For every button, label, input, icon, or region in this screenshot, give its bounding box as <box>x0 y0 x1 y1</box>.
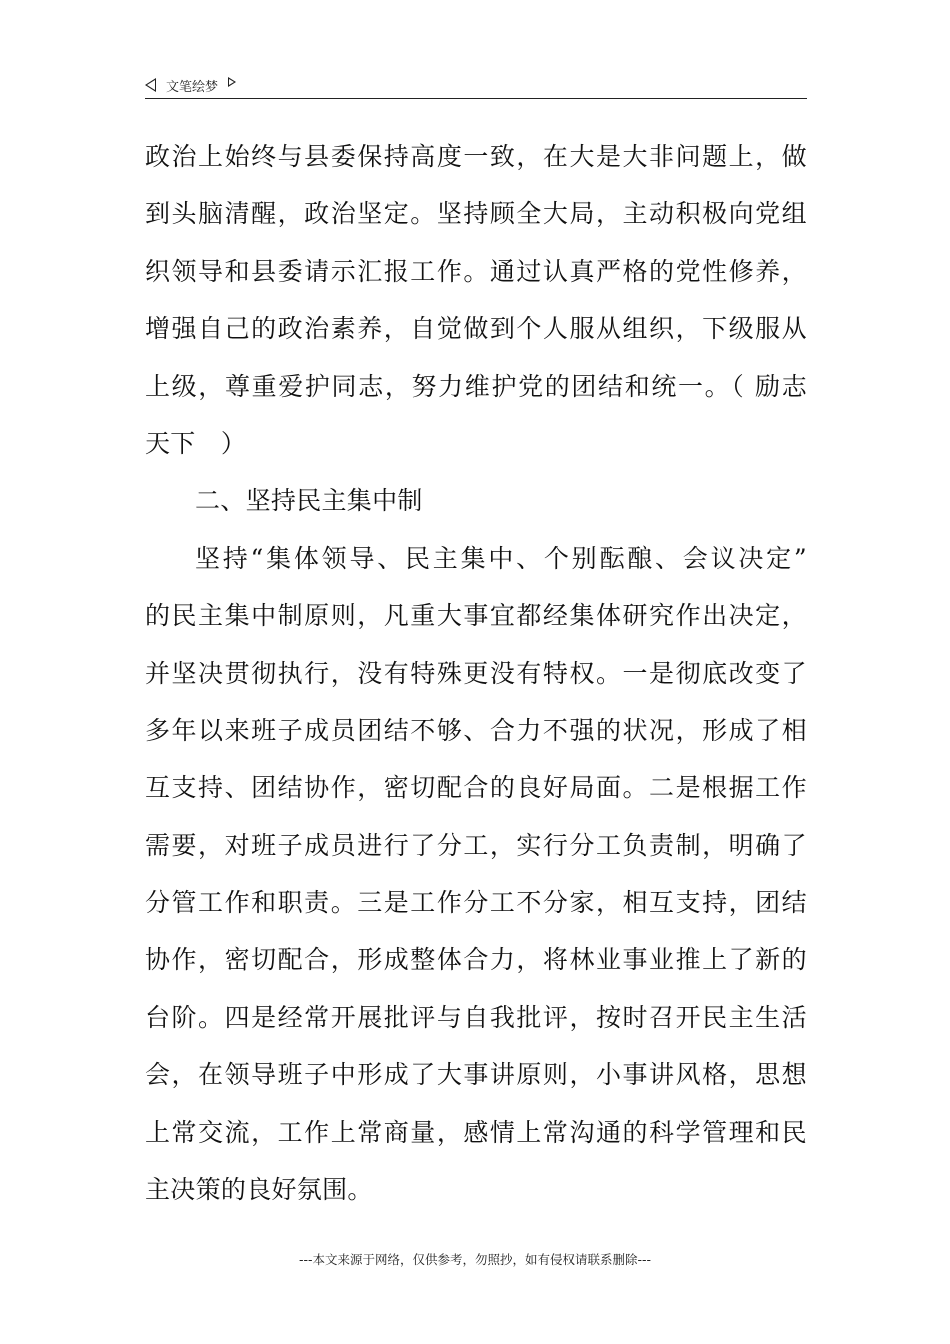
header-brand: 文笔绘梦 <box>166 79 219 95</box>
page-header <box>145 74 807 99</box>
text-line: 上级，尊重爱护同志，努力维护党的团结和统一。（ 励志 <box>145 371 807 401</box>
text-line: 织领导和县委请示汇报工作。通过认真严格的党性修养， <box>145 256 807 286</box>
text-line: 会，在领导班子中形成了大事讲原则，小事讲风格，思想 <box>145 1060 807 1090</box>
text-line: 需要，对班子成员进行了分工，实行分工负责制，明确了 <box>145 830 807 860</box>
text-line: 坚持“集体领导、民主集中、个别酝酿、会议决定” <box>195 543 807 573</box>
text-line: 分管工作和职责。三是工作分工不分家，相互支持，团结 <box>145 888 807 918</box>
footer-notice: ---本文来源于网络，仅供参考，勿照抄，如有侵权请联系删除--- <box>298 1252 652 1267</box>
header-brand-group <box>145 74 236 96</box>
text-line: 上常交流，工作上常商量，感情上常沟通的科学管理和民 <box>145 1117 807 1147</box>
text-line: 协作，密切配合，形成整体合力，将林业事业推上了新的 <box>145 945 807 975</box>
text-line: 的民主集中制原则，凡重大事宜都经集体研究作出决定， <box>145 601 807 631</box>
text-line: 主决策的良好氛围。 <box>145 1175 373 1205</box>
text-line: 并坚决贯彻执行，没有特殊更没有特权。一是彻底改变了 <box>145 658 807 688</box>
text-line: 政治上始终与县委保持高度一致，在大是大非问题上，做 <box>145 142 807 171</box>
text-line: 多年以来班子成员团结不够、合力不强的状况，形成了相 <box>145 715 807 745</box>
triangle-right-icon <box>228 77 236 87</box>
section-heading: 二、坚持民主集中制 <box>195 486 423 516</box>
text-line: 台阶。四是经常开展批评与自我批评，按时召开民主生活 <box>145 1002 807 1032</box>
text-line: 到头脑清醒，政治坚定。坚持顾全大局，主动积极向党组 <box>145 199 807 229</box>
text-line: 互支持、团结协作，密切配合的良好局面。二是根据工作 <box>145 773 807 803</box>
text-line: 天下 ） <box>145 428 247 458</box>
body-text <box>145 128 807 1218</box>
text-line: 增强自己的政治素养，自觉做到个人服从组织，下级服从 <box>145 314 807 344</box>
triangle-left-icon <box>145 78 156 92</box>
